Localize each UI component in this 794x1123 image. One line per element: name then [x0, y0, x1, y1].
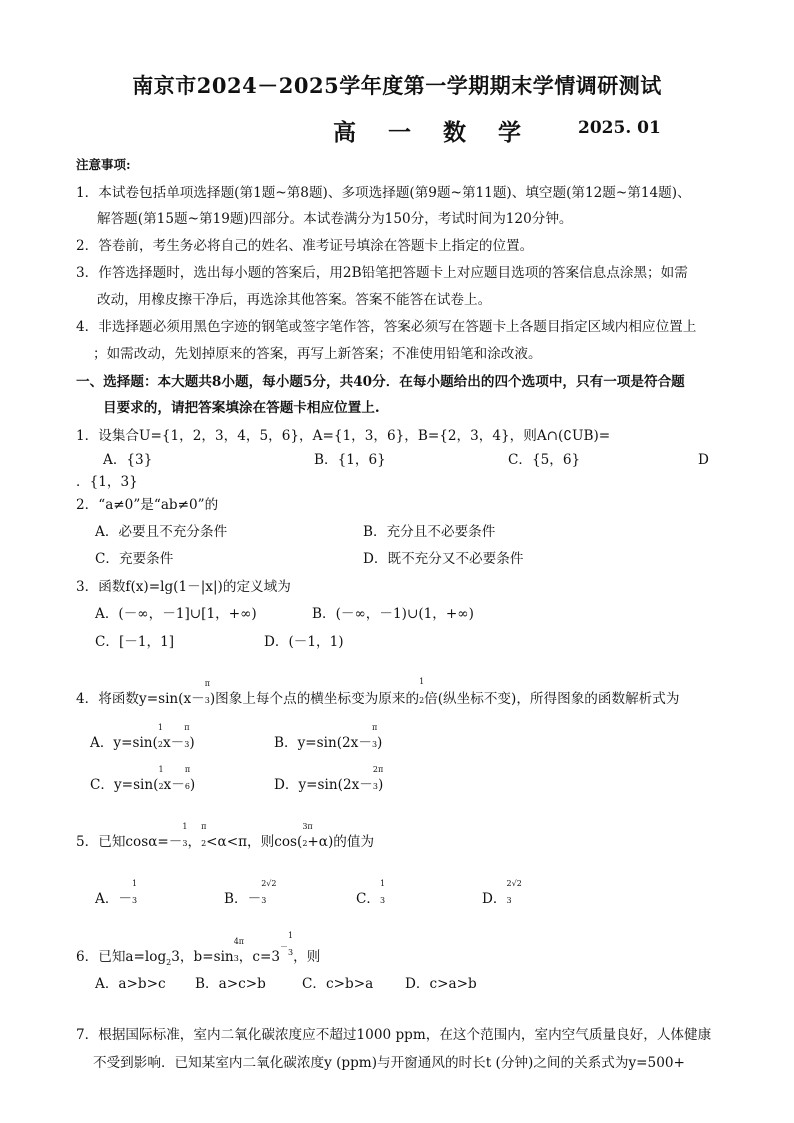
q3-option-a: A．(－∞，－1]∪[1，+∞) — [95, 606, 257, 622]
q1-option-d-label: D — [698, 452, 709, 468]
q4-stem: 4．将函数y=sin(x－ π 3)图象上每个点的横坐标变为原来的 1 2倍(纵坐标不变)，所得图象的函数解析式为 — [76, 677, 680, 707]
exam-date: 2025. 01 — [578, 118, 661, 138]
q3-option-b: B．(－∞，－1)∪(1，+∞) — [312, 606, 474, 622]
q7-stem-line1: 7．根据国际标准，室内二氧化碳浓度应不超过1000 ppm，在这个范围内，室内空气质量良好，人体健康 — [76, 1027, 712, 1043]
notice-item-1-cont: 解答题(第15题~第19题)四部分。本试卷满分为150分，考试时间为120分钟。 — [97, 211, 573, 227]
q5-option-a: A．－ 1 3 — [95, 879, 138, 907]
q5-option-c: C． 1 3 — [356, 879, 386, 907]
q1-option-a: A．{3} — [103, 452, 153, 468]
q6-option-b: B．a>c>b — [195, 976, 266, 992]
section1-heading-cont: 目要求的，请把答案填涂在答题卡相应位置上. — [103, 400, 380, 416]
exam-title: 南京市2024－2025学年度第一学期期末学情调研测试 — [132, 73, 662, 98]
q4-option-c: C．y=sin( 1 2x－ π 6) — [90, 765, 196, 793]
q2-option-b: B．充分且不必要条件 — [363, 524, 496, 540]
q4-option-a: A．y=sin( 1 2x－ π 3) — [90, 723, 195, 751]
q6-stem: 6．已知$a=\log_23$，b=sin 4π 3，c=3－ 1 $_3$，则 — [76, 931, 321, 967]
q4-option-d: D．y=sin(2x－ 2π 3) — [274, 765, 384, 793]
q5-option-d: D． 2√2 3 — [482, 879, 522, 907]
q5-stem: 5．已知cosα=－ 1 3， π 2<α<π，则cos( 3π 2+α)的值为 — [76, 822, 375, 850]
q3-option-d: D．(－1，1) — [264, 634, 344, 650]
q1-stem: 1．设集合U={1，2，3，4，5，6}，A={1，3，6}，B={2，3，4}，则A∩(∁UB)= — [76, 428, 611, 444]
q7-stem-line2: 不受到影响．已知某室内二氧化碳浓度y (ppm)与开窗通风的时长t (分钟)之间的关系式为y=500+ — [93, 1055, 685, 1071]
q1-option-b: B．{1，6} — [314, 452, 386, 468]
notice-item-4: 4．非选择题必须用黑色字迹的钢笔或签字笔作答，答案必须写在答题卡上各题目指定区域内相应位置上 — [76, 319, 697, 335]
notice-item-4-cont: ；如需改动，先划掉原来的答案，再写上新答案；不准使用铅笔和涂改液。 — [93, 346, 542, 362]
notice-item-3: 3．作答选择题时，选出每小题的答案后，用2B铅笔把答题卡上对应题目选项的答案信息点涂黑；如需 — [76, 265, 688, 281]
notice-item-2: 2．答卷前，考生务必将自己的姓名、准考证号填涂在答题卡上指定的位置。 — [76, 238, 534, 254]
q1-option-d-value: ．{1，3} — [76, 474, 138, 490]
q3-option-c: C．[－1，1] — [95, 634, 175, 650]
q2-option-c: C．充要条件 — [95, 551, 174, 567]
notice-item-3-cont: 改动，用橡皮擦干净后，再选涂其他答案。答案不能答在试卷上。 — [97, 292, 492, 308]
q2-stem: 2．“a≠0”是“ab≠0”的 — [76, 497, 219, 513]
notice-heading: 注意事项: — [76, 157, 131, 172]
subject-title: 高 一 数 学 — [333, 119, 534, 146]
section1-heading: 一、选择题：本大题共8小题，每小题5分，共40分．在每小题给出的四个选项中，只有一项是符合题 — [76, 374, 685, 390]
q2-option-a: A．必要且不充分条件 — [95, 524, 228, 540]
q1-option-c: C．{5，6} — [508, 452, 581, 468]
notice-item-1: 1．本试卷包括单项选择题(第1题~第8题)、多项选择题(第9题~第11题)、填空题(第12题~第14题)、 — [76, 185, 691, 201]
q2-option-d: D．既不充分又不必要条件 — [363, 551, 524, 567]
q3-stem: 3．函数f(x)=lg(1－|x|)的定义域为 — [76, 579, 291, 595]
q6-option-d: D．c>a>b — [405, 976, 477, 992]
q6-option-c: C．c>b>a — [302, 976, 374, 992]
q4-option-b: B．y=sin(2x－ π 3) — [274, 723, 383, 751]
q6-option-a: A．a>b>c — [95, 976, 166, 992]
q5-option-b: B．－ 2√2 3 — [224, 879, 277, 907]
